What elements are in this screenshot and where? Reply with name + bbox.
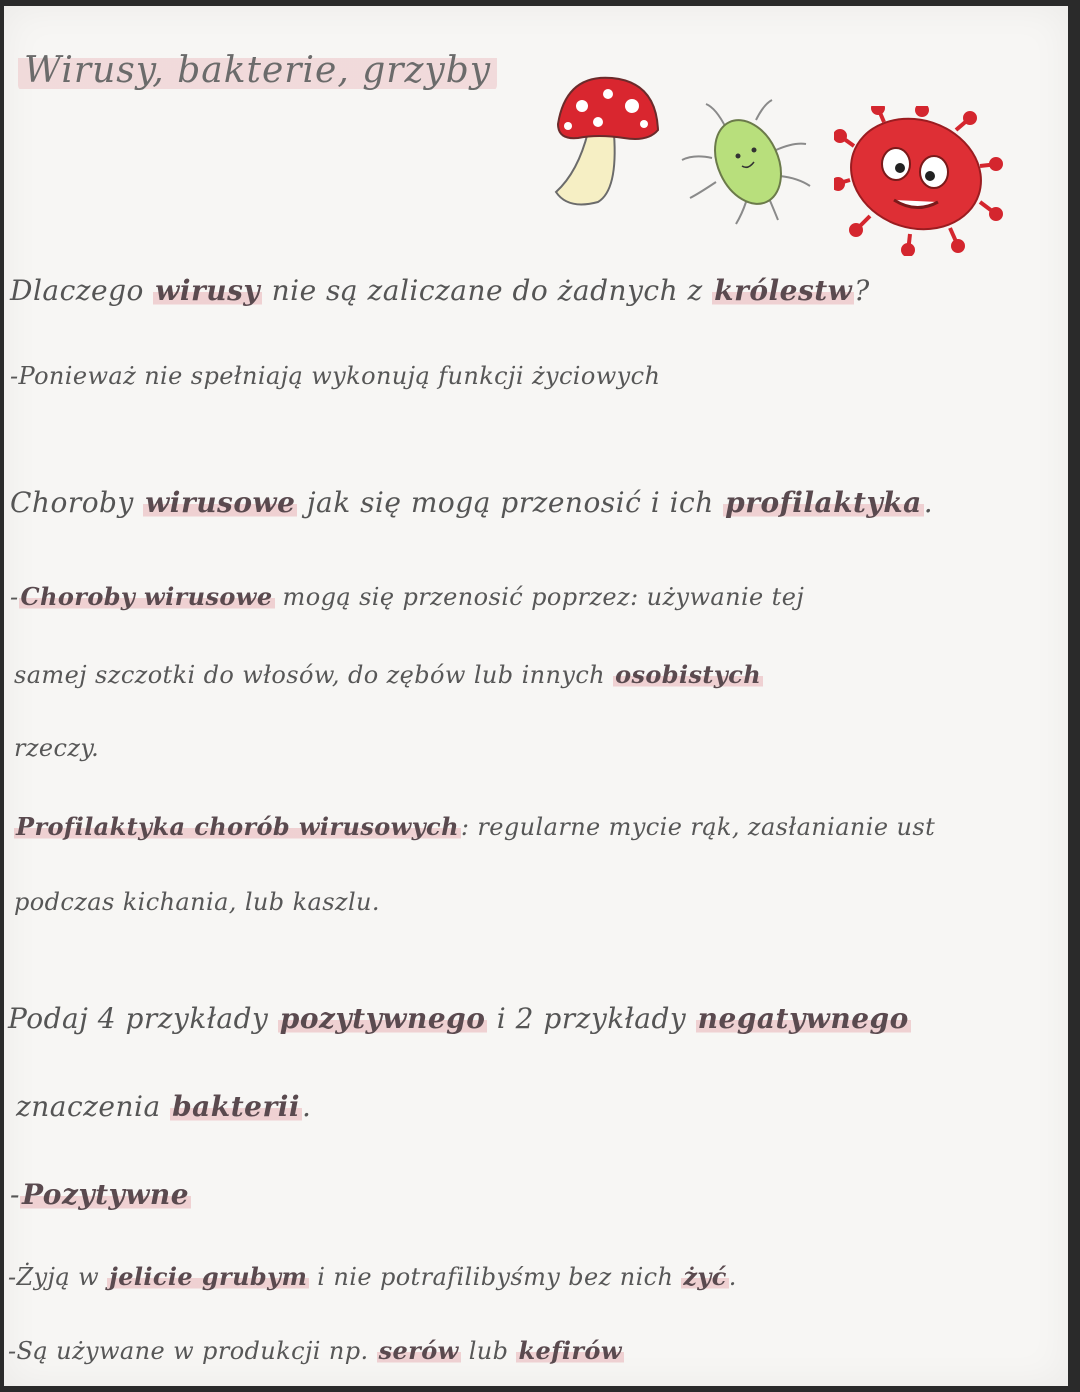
answer-transmission-2 (14, 660, 763, 689)
heading-positive (10, 1178, 191, 1211)
text: podczas kichania, lub kaszlu. (14, 888, 380, 916)
highlight: wirusy (155, 274, 261, 307)
highlight: Pozytywne (21, 1178, 190, 1211)
answer-why-viruses (10, 362, 660, 390)
text: - (10, 1178, 20, 1211)
highlight: Profilaktyka chorób wirusowych (16, 812, 459, 841)
question-why-viruses (10, 274, 870, 307)
highlight: kefirów (518, 1336, 622, 1365)
highlight: Choroby wirusowe (20, 582, 273, 611)
text: mogą się przenosić poprzez: używanie tej (274, 583, 805, 611)
text: . (301, 1090, 312, 1123)
answer-transmission-3 (14, 734, 99, 762)
answer-transmission-1 (10, 582, 804, 611)
page-title (18, 50, 497, 91)
note-page (4, 6, 1068, 1386)
bacterium-icon (676, 98, 816, 228)
text: - (10, 583, 19, 611)
highlight: bakterii (172, 1090, 300, 1123)
text: i 2 przykłady (487, 1002, 696, 1035)
text: znaczenia (16, 1090, 171, 1123)
highlight: jelicie grubym (109, 1262, 308, 1291)
text: jak się mogą przenosić i ich (297, 486, 724, 519)
highlight: serów (378, 1336, 459, 1365)
text: -Są używane w produkcji np. (8, 1337, 377, 1365)
highlight: wirusowe (145, 486, 296, 519)
text: Choroby (10, 486, 144, 519)
question-viral-diseases (10, 486, 933, 519)
text: i nie potrafilibyśmy bez nich (309, 1263, 682, 1291)
question-bacteria-2 (16, 1090, 311, 1123)
text: Podaj 4 przykłady (8, 1002, 278, 1035)
text: rzeczy. (14, 734, 100, 762)
text: samej szczotki do włosów, do zębów lub innych (14, 661, 614, 689)
answer-prevention-2 (14, 888, 380, 916)
highlight: negatywnego (697, 1002, 909, 1035)
highlight: królestw (714, 274, 853, 307)
highlight: osobistych (615, 660, 762, 689)
answer-prevention-1 (14, 812, 935, 841)
text: Dlaczego (10, 274, 154, 307)
text: nie są zaliczane do żadnych z (262, 274, 713, 307)
text: -Żyją w (8, 1263, 108, 1291)
positive-example-1 (8, 1262, 737, 1291)
positive-example-2 (8, 1336, 624, 1365)
text: . (728, 1263, 737, 1291)
text: . (923, 486, 934, 519)
title-highlighted: Wirusy, bakterie, grzyby (18, 50, 497, 91)
highlight: profilaktyka (725, 486, 922, 519)
virus-icon (834, 106, 1004, 256)
text: lub (460, 1337, 517, 1365)
highlight: pozytywnego (279, 1002, 486, 1035)
mushroom-icon (548, 72, 668, 212)
text: : regularne mycie rąk, zasłanianie ust (460, 813, 936, 841)
text: ? (854, 274, 870, 307)
text: -Ponieważ nie spełniają wykonują funkcji życiowych (10, 362, 661, 390)
question-bacteria-1 (8, 1002, 911, 1035)
highlight: żyć (683, 1262, 727, 1291)
